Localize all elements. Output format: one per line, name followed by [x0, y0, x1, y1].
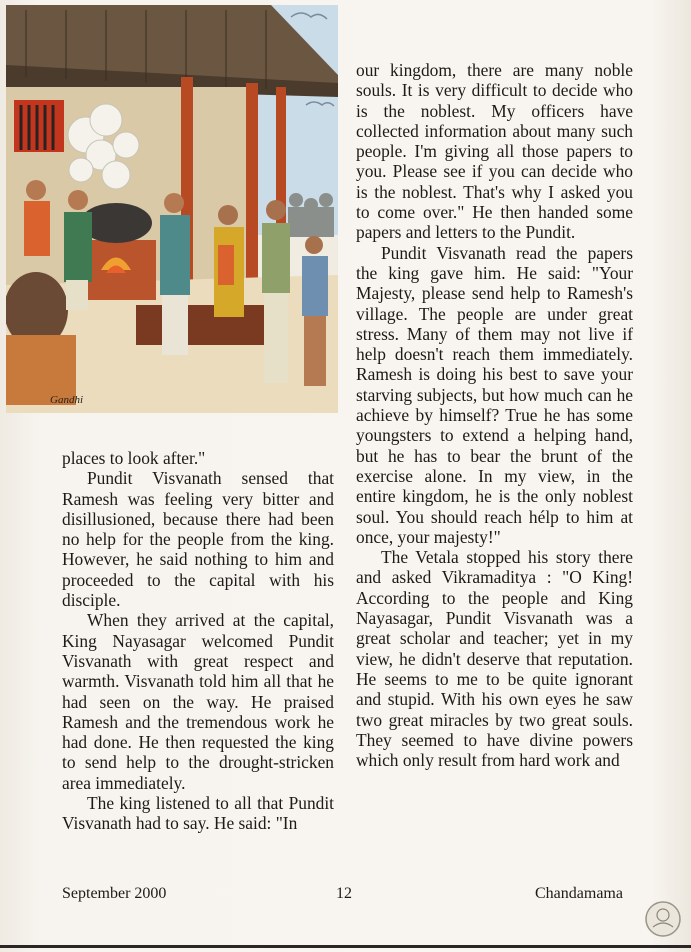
- paragraph: The king listened to all that Pundit Visvanath had to say. He said: "In: [62, 793, 334, 834]
- footer-date: September 2000: [62, 885, 167, 902]
- village-relief-kitchen-illustration: [6, 5, 338, 413]
- paragraph: When they arrived at the capital, King Nayasagar welcomed Pundit Visvanath with great respect and warmth. Visvanath told him all that he had seen on the way. He praised Ramesh and the tremendous work he had done. He then requested the king to send help to the drought-stricken area immediately.: [62, 610, 334, 793]
- paragraph: The Vetala stopped his story there and asked Vikramaditya : "O King! According to the people and King Nayasagar, Pundit Visvanath was a great scholar and teacher; yet in my view, he didn't deserve that reputation. He seems to me to be quite ignorant and stupid. With his own eyes he saw two great miracles by two great souls. They seemed to have divine powers which only result from hard work and: [356, 547, 633, 771]
- paragraph: our kingdom, there are many noble souls. It is very difficult to decide who is the noblest. My officers have collected information about many such people. I'm giving all those papers to you. Please see if you can decide who is the noblest. That's why I asked you to come over." He then handed some papers and letters to the Pundit.: [356, 60, 633, 243]
- paragraph: Pundit Visvanath read the papers the king gave him. He said: "Your Majesty, please send help to Ramesh's village. The people are under great stress. Many of them may not live if help doesn't reach them immediately. Ramesh is doing his best to save your starving subjects, but how much can he achieve by himself? True he has some youngsters to extend a helping hand, but he has to bear the brunt of the exercise alone. In my view, in the entire kingdom, he is the only noblest soul. You should reach hélp to him at once, your majesty!": [356, 242, 633, 547]
- magazine-name: Chandamama: [535, 885, 623, 902]
- story-illustration: [6, 5, 338, 413]
- right-column: [356, 60, 633, 770]
- left-column: [62, 448, 334, 834]
- paragraph: Pundit Visvanath sensed that Ramesh was feeling very bitter and disillusioned, because there had been no help for the people from the king. However, he said nothing to him and proceeded to the capital with his disciple.: [62, 468, 334, 611]
- watermark-seal-icon: [644, 900, 682, 938]
- artist-signature: Gandhi: [50, 394, 83, 406]
- paragraph: places to look after.": [62, 448, 206, 468]
- bottom-rule: [0, 945, 691, 948]
- page-number: 12: [336, 885, 352, 902]
